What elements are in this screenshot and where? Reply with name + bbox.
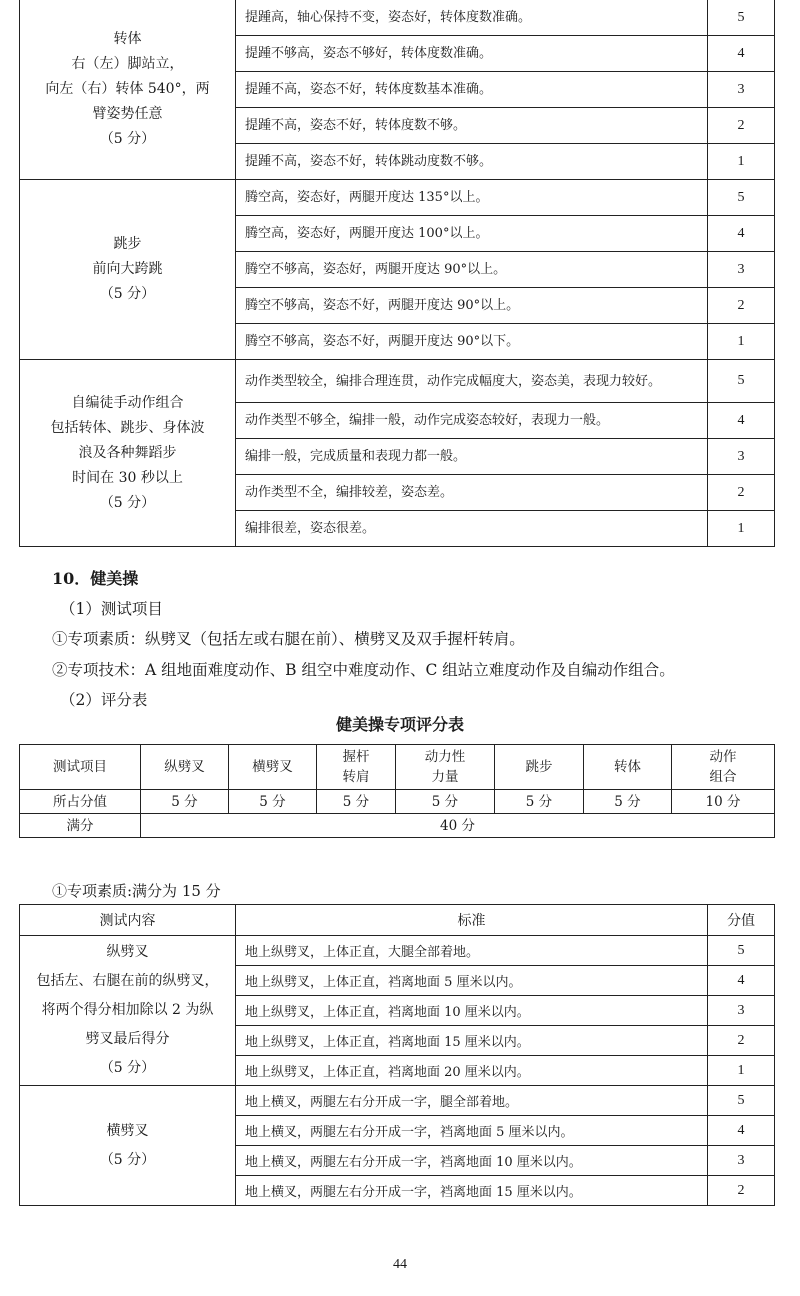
score-cell: 2	[708, 1176, 775, 1206]
test-item-cell	[20, 1086, 236, 1206]
table-row	[20, 1086, 775, 1116]
score-cell: 3	[708, 1146, 775, 1176]
header-cell: 动力性 力量	[396, 745, 495, 790]
standard-cell: 动作类型不全，编排较差，姿态差。	[236, 475, 708, 511]
section-heading: 10．健美操	[52, 569, 139, 588]
header-cell: 测试项目	[20, 745, 141, 790]
score-cell: 2	[708, 1026, 775, 1056]
standard-cell: 编排一般，完成质量和表现力都一般。	[236, 439, 708, 475]
score-cell: 2	[708, 475, 775, 511]
item-line: 劈叉最后得分	[85, 1031, 170, 1047]
test-item-cell	[20, 936, 236, 1086]
standard-cell: 提踵不高，姿态不好，转体跳动度数不够。	[236, 144, 708, 180]
item-line: 臂姿势任意	[92, 106, 163, 122]
value-cell: 5 分	[317, 790, 396, 814]
paragraph: ②专项技术：A 组地面难度动作、B 组空中难度动作、C 组站立难度动作及自编动作组合。	[52, 661, 675, 679]
table-row	[20, 360, 775, 403]
standard-cell: 腾空不够高，姿态不好，两腿开度达 90°以上。	[236, 288, 708, 324]
standard-cell: 编排很差，姿态很差。	[236, 511, 708, 547]
test-item-cell	[20, 0, 236, 180]
score-cell: 2	[708, 288, 775, 324]
row-label: 所占分值	[20, 790, 141, 814]
header-cell: 标准	[236, 905, 708, 936]
score-cell: 3	[708, 252, 775, 288]
score-cell: 4	[708, 216, 775, 252]
standard-cell: 地上纵劈叉，上体正直，大腿全部着地。	[236, 936, 708, 966]
paragraph: ①专项素质：纵劈叉（包括左或右腿在前）、横劈叉及双手握杆转肩。	[52, 630, 525, 648]
standard-cell: 提踵不高，姿态不好，转体度数基本准确。	[236, 72, 708, 108]
table-row	[20, 936, 775, 966]
item-line: 自编徒手动作组合	[71, 394, 184, 411]
standard-cell: 地上横叉，两腿左右分开成一字，裆离地面 15 厘米以内。	[236, 1176, 708, 1206]
item-line: 将两个得分相加除以 2 为纵	[41, 1002, 214, 1018]
item-line: （5 分）	[99, 1151, 156, 1168]
standard-cell: 提踵不够高，姿态不够好，转体度数准确。	[236, 36, 708, 72]
value-cell: 10 分	[672, 790, 775, 814]
score-cell: 5	[708, 0, 775, 36]
standard-cell: 地上横叉，两腿左右分开成一字，腿全部着地。	[236, 1086, 708, 1116]
item-line: 浪及各种舞蹈步	[78, 444, 177, 461]
value-cell: 5 分	[141, 790, 229, 814]
score-cell: 5	[708, 180, 775, 216]
header-cell: 动作 组合	[672, 745, 775, 790]
header-cell: 纵劈叉	[141, 745, 229, 790]
score-cell: 2	[708, 108, 775, 144]
item-line: 右（左）脚站立，	[71, 56, 184, 72]
item-line: 纵劈叉	[106, 944, 149, 960]
score-cell: 5	[708, 360, 775, 403]
score-cell: 5	[708, 936, 775, 966]
standard-cell: 动作类型不够全，编排一般，动作完成姿态较好，表现力一般。	[236, 403, 708, 439]
score-cell: 4	[708, 1116, 775, 1146]
standard-cell: 地上横叉，两腿左右分开成一字，裆离地面 10 厘米以内。	[236, 1146, 708, 1176]
table-row	[20, 180, 775, 216]
paragraph: （1）测试项目	[60, 600, 163, 618]
standard-cell: 地上纵劈叉，上体正直，裆离地面 15 厘米以内。	[236, 1026, 708, 1056]
score-cell: 1	[708, 324, 775, 360]
score-cell: 1	[708, 1056, 775, 1086]
score-cell: 5	[708, 1086, 775, 1116]
header-row	[20, 745, 775, 790]
table-row	[20, 814, 775, 838]
item-line: （5 分）	[99, 286, 156, 302]
header-cell: 测试内容	[20, 905, 236, 936]
row-label: 满分	[20, 814, 141, 838]
table-caption: 健美操专项评分表	[335, 715, 464, 734]
table-note: ①专项素质:满分为 15 分	[52, 882, 221, 900]
standard-cell: 地上横叉，两腿左右分开成一字，裆离地面 5 厘米以内。	[236, 1116, 708, 1146]
page-number: 44	[393, 1257, 407, 1272]
standard-cell: 提踵不高，姿态不好，转体度数不够。	[236, 108, 708, 144]
standard-cell: 腾空不够高，姿态好，两腿开度达 90°以上。	[236, 252, 708, 288]
special-quality-table	[19, 904, 775, 1206]
item-line: （5 分）	[99, 1060, 156, 1076]
standard-cell: 腾空不够高，姿态不好，两腿开度达 90°以下。	[236, 324, 708, 360]
test-item-cell	[20, 360, 236, 547]
table-row	[20, 0, 775, 36]
standard-cell: 动作类型较全，编排合理连贯，动作完成幅度大，姿态美，表现力较好。	[236, 360, 708, 403]
standard-cell: 地上纵劈叉，上体正直，裆离地面 10 厘米以内。	[236, 996, 708, 1026]
item-line: 向左（右）转体 540°，两	[45, 81, 210, 97]
paragraph: （2）评分表	[60, 691, 148, 709]
standard-cell: 腾空高，姿态好，两腿开度达 135°以上。	[236, 180, 708, 216]
item-line: 时间在 30 秒以上	[72, 469, 183, 486]
score-cell: 4	[708, 403, 775, 439]
standard-cell: 地上纵劈叉，上体正直，裆离地面 5 厘米以内。	[236, 966, 708, 996]
item-line: （5 分）	[99, 494, 156, 511]
header-cell: 跳步	[495, 745, 584, 790]
header-row	[20, 905, 775, 936]
standard-cell: 腾空高，姿态好，两腿开度达 100°以上。	[236, 216, 708, 252]
score-cell: 1	[708, 144, 775, 180]
item-line: 横劈叉	[106, 1122, 149, 1139]
item-line: 包括左、右腿在前的纵劈叉，	[36, 973, 219, 989]
item-line: 包括转体、跳步、身体波	[50, 419, 205, 436]
header-cell: 转体	[584, 745, 672, 790]
value-cell: 5 分	[229, 790, 317, 814]
item-line: （5 分）	[99, 131, 156, 147]
aerobics-score-summary-table	[19, 744, 775, 838]
score-cell: 3	[708, 439, 775, 475]
value-cell: 5 分	[396, 790, 495, 814]
value-cell: 5 分	[495, 790, 584, 814]
score-cell: 3	[708, 996, 775, 1026]
test-item-cell	[20, 180, 236, 360]
header-cell: 分值	[708, 905, 775, 936]
value-cell: 5 分	[584, 790, 672, 814]
score-cell: 4	[708, 966, 775, 996]
standard-cell: 地上纵劈叉，上体正直，裆离地面 20 厘米以内。	[236, 1056, 708, 1086]
table-row	[20, 790, 775, 814]
continued-scoring-table	[19, 0, 775, 547]
item-line: 跳步	[113, 236, 142, 252]
header-cell: 握杆 转肩	[317, 745, 396, 790]
score-cell: 4	[708, 36, 775, 72]
score-cell: 3	[708, 72, 775, 108]
score-cell: 1	[708, 511, 775, 547]
value-cell: 40 分	[141, 814, 775, 838]
standard-cell: 提踵高，轴心保持不变，姿态好，转体度数准确。	[236, 0, 708, 36]
item-line: 转体	[113, 31, 142, 47]
item-line: 前向大跨跳	[92, 261, 163, 277]
header-cell: 横劈叉	[229, 745, 317, 790]
